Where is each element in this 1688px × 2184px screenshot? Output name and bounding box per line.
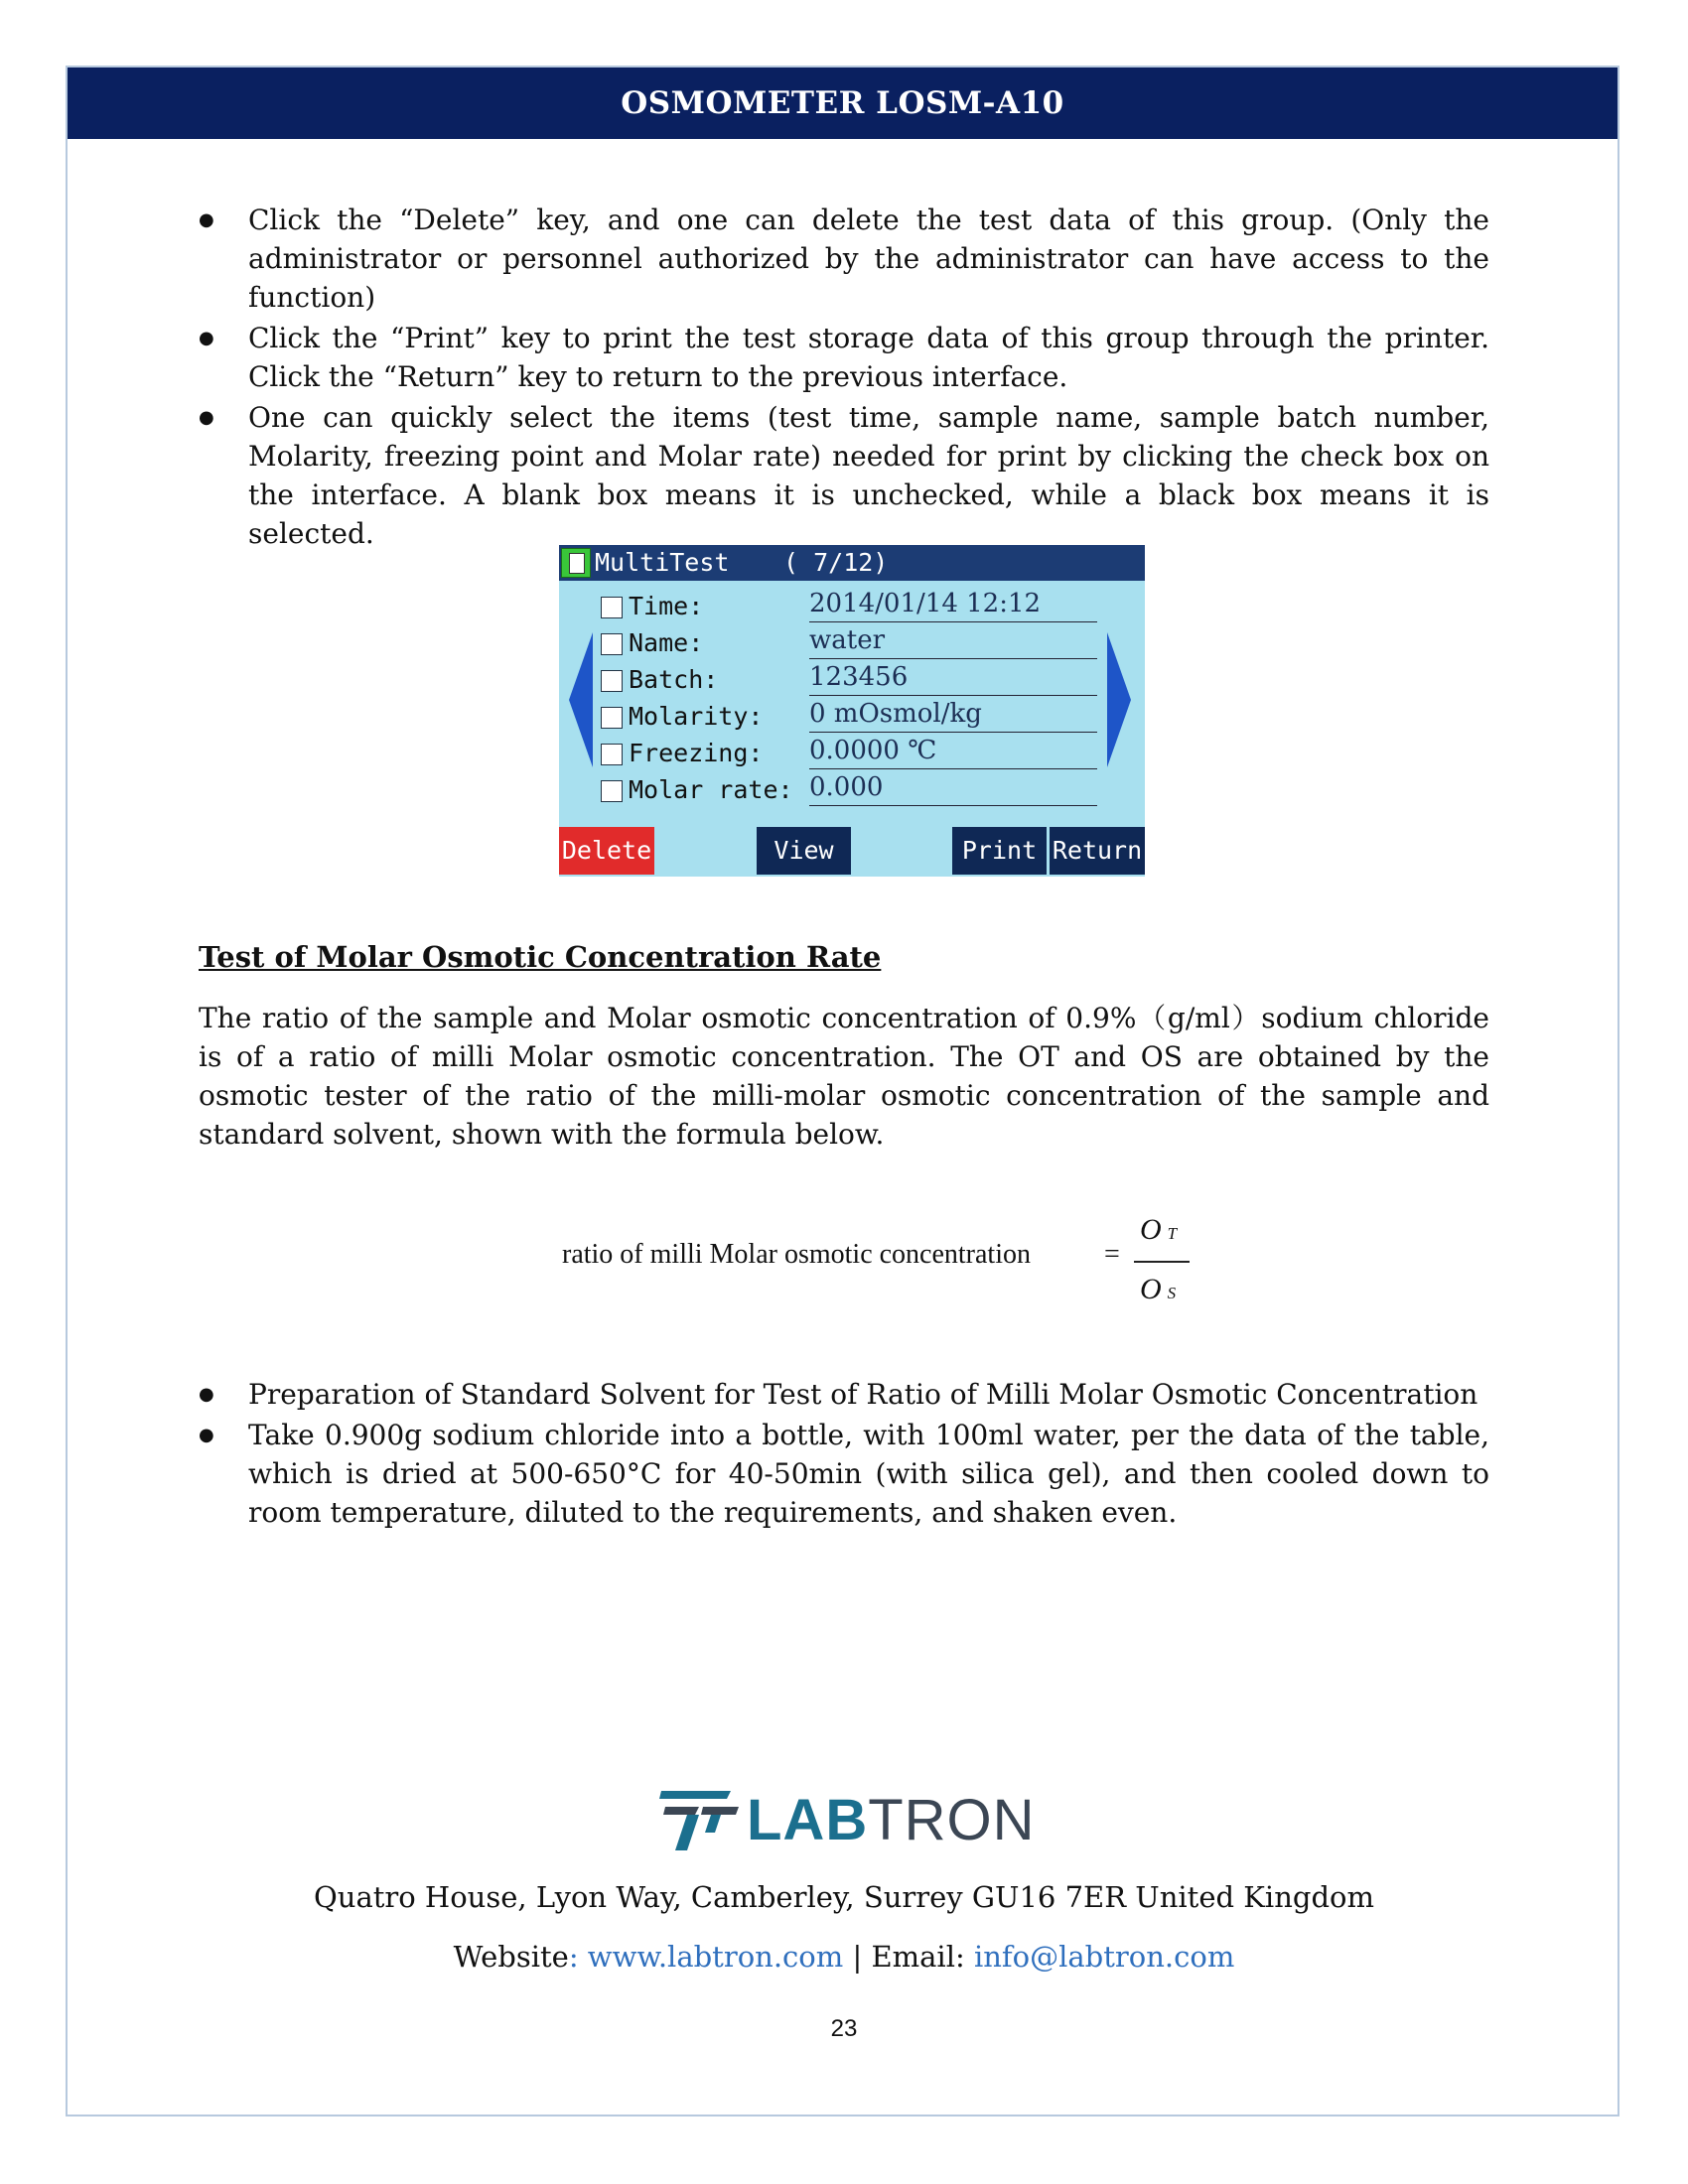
section-paragraph: The ratio of the sample and Molar osmotic concentration of 0.9%（g/ml）sodium chloride is of a ratio of milli Molar osmotic concentration. The OT and OS are obtained by the osmotic tester of the ratio of the milli-molar osmotic concentration of the sample and standard solvent, shown with the formula below. — [199, 1002, 1489, 1151]
field-label: Molarity: — [629, 702, 764, 731]
field-value: water — [809, 625, 1097, 659]
document-icon — [561, 548, 591, 578]
separator: | — [843, 1940, 872, 1974]
molarity-checkbox[interactable] — [601, 707, 623, 729]
device-screen — [559, 545, 1145, 877]
view-button[interactable]: View — [757, 827, 851, 875]
field-value: 0 mOsmol/kg — [809, 699, 1097, 733]
field-row-molar-rate — [601, 772, 1107, 808]
field-value: 2014/01/14 12:12 — [809, 589, 1097, 622]
email-label: Email: — [871, 1940, 974, 1974]
time-checkbox[interactable] — [601, 597, 623, 618]
contact-line — [0, 1940, 1688, 1974]
batch-checkbox[interactable] — [601, 670, 623, 692]
return-button[interactable]: Return — [1050, 827, 1145, 875]
list-item: ● Click the “Print” key to print the test storage data of this group through the printer. Click the “Return” key to return to the previous interface. — [199, 319, 1489, 396]
section-title: Test of Molar Osmotic Concentration Rate — [199, 940, 882, 974]
previous-arrow-icon[interactable] — [569, 632, 593, 767]
field-row-freezing — [601, 736, 1107, 771]
field-label: Molar rate: — [629, 775, 793, 804]
list-item: ● One can quickly select the items (test time, sample name, sample batch number, Molarity, freezing point and Molar rate) needed for print by clicking the check box on the interface. A blank box means it is unchecked, while a black box means it is selected. — [199, 398, 1489, 553]
page-header: OSMOMETER LOSM-A10 — [68, 68, 1618, 139]
logo-wordmark: LABTRON — [747, 1788, 1036, 1852]
field-row-batch — [601, 662, 1107, 698]
print-button[interactable]: Print — [952, 827, 1047, 875]
screen-title: MultiTest — [595, 548, 730, 577]
field-row-molarity — [601, 699, 1107, 735]
delete-button[interactable]: Delete — [559, 827, 654, 875]
bottom-bullet-list — [199, 1375, 1489, 1534]
list-item: ● Click the “Delete” key, and one can delete the test data of this group. (Only the administrator or personnel authorized by the administrator can have access to the function) — [199, 201, 1489, 317]
formula-lhs: ratio of milli Molar osmotic concentration — [562, 1239, 1031, 1270]
field-label: Freezing: — [629, 739, 764, 767]
record-counter: ( 7/12) — [783, 548, 889, 577]
screen-title-bar — [559, 545, 1145, 581]
molar-rate-checkbox[interactable] — [601, 780, 623, 802]
field-value: 0.000 — [809, 772, 1097, 806]
field-value: 0.0000 ℃ — [809, 736, 1097, 769]
field-row-name — [601, 625, 1107, 661]
company-address: Quatro House, Lyon Way, Camberley, Surrey GU16 7ER United Kingdom — [314, 1880, 1374, 1914]
top-bullet-list — [199, 201, 1489, 555]
field-label: Time: — [629, 592, 704, 620]
website-label: Website — [453, 1940, 569, 1974]
labtron-logo — [659, 1787, 1037, 1854]
freezing-checkbox[interactable] — [601, 744, 623, 765]
website-link[interactable]: : www.labtron.com — [568, 1940, 844, 1974]
ratio-formula — [562, 1213, 1207, 1322]
name-checkbox[interactable] — [601, 633, 623, 655]
fraction-bar — [1134, 1261, 1190, 1263]
list-item: ● Take 0.900g sodium chloride into a bottle, with 100ml water, per the data of the table, which is dried at 500-650°C for 40-50min (with silica gel), and then cooled down to room temperature, diluted to the requirements, and shaken even. — [199, 1416, 1489, 1532]
field-row-time — [601, 589, 1107, 624]
formula-numerator: O T — [1140, 1213, 1178, 1246]
page-number: 23 — [830, 2015, 858, 2042]
formula-equals: = — [1104, 1239, 1120, 1270]
email-link[interactable]: info@labtron.com — [973, 1940, 1235, 1974]
labtron-mark-icon — [659, 1787, 743, 1854]
formula-denominator: O S — [1140, 1273, 1177, 1305]
field-value: 123456 — [809, 662, 1097, 696]
list-item: ● Preparation of Standard Solvent for Test of Ratio of Milli Molar Osmotic Concentration — [199, 1375, 1489, 1414]
field-label: Batch: — [629, 665, 719, 694]
section — [199, 938, 1489, 1154]
next-arrow-icon[interactable] — [1107, 632, 1131, 767]
field-label: Name: — [629, 628, 704, 657]
